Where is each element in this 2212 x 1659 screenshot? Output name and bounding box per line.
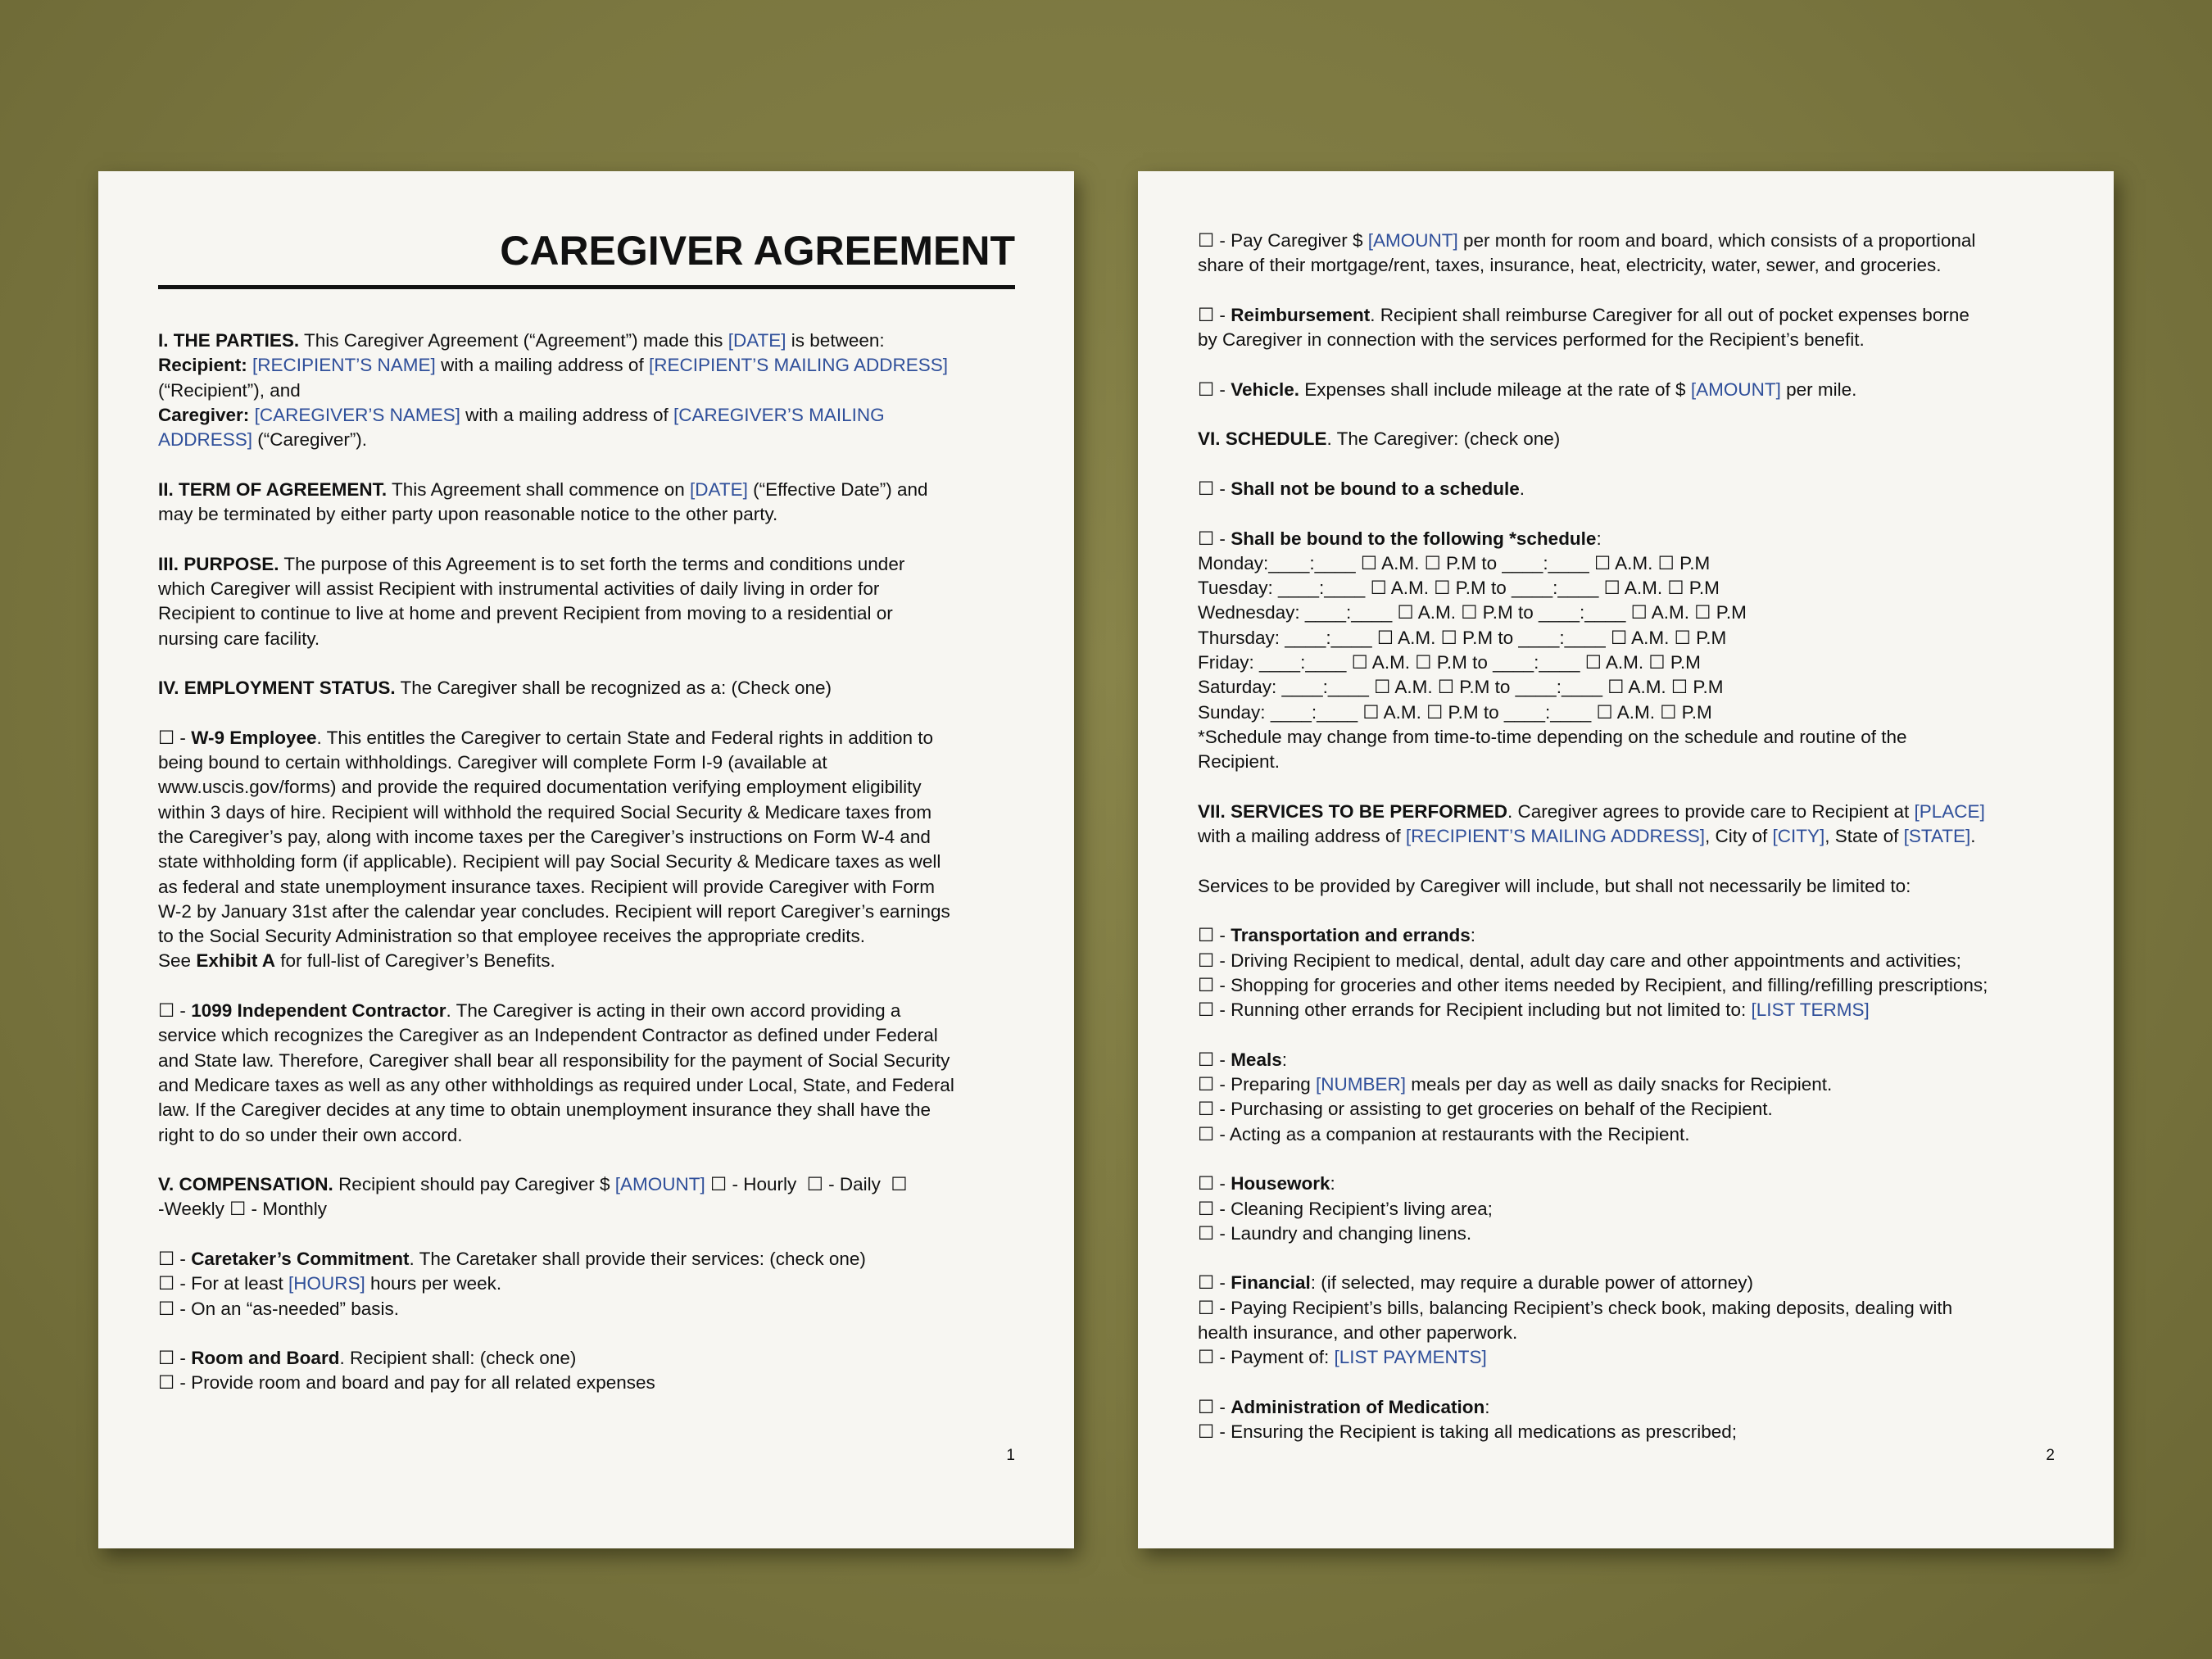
- effective-date-placeholder: [DATE]: [689, 478, 748, 500]
- financial-checkbox[interactable]: ☐ -: [1198, 1272, 1226, 1294]
- commitment-checkbox[interactable]: ☐ -: [158, 1248, 186, 1269]
- contractor-line: and State law. Therefore, Caregiver shall bear all responsibility for the payment of Social Security: [158, 1049, 950, 1071]
- schedule-day-row[interactable]: Thursday: ____:____ ☐ A.M. ☐ P.M to ____:____ ☐ A.M. ☐ P.M: [1198, 627, 1727, 648]
- recipient-label: Recipient:: [158, 355, 247, 376]
- room-board-label: Room and Board: [191, 1348, 340, 1369]
- transportation-item[interactable]: ☐ - Driving Recipient to medical, dental, adult day care and other appointments and activities;: [1198, 950, 1961, 971]
- errands-item[interactable]: ☐ - Running other errands for Recipient including but not limited to:: [1198, 999, 1747, 1021]
- housework-checkbox[interactable]: ☐ -: [1198, 1173, 1226, 1194]
- purpose-line: Recipient to continue to live at home and prevent Recipient from moving to a residential or: [158, 603, 893, 624]
- financial-tail: : (if selected, may require a durable power of attorney): [1310, 1272, 1753, 1294]
- services-intro-text: Services to be provided by Caregiver will include, but shall not necessarily be limited to:: [1198, 875, 1911, 896]
- pay-option-text: per month for room and board, which consists of a proportional: [1463, 230, 1976, 251]
- w9-line: www.uscis.gov/forms) and provide the required documentation verifying employment eligibility: [158, 777, 922, 798]
- reimbursement-checkbox[interactable]: ☐ -: [1198, 304, 1226, 325]
- recipient-tail: (“Recipient”), and: [158, 379, 301, 401]
- reimbursement-label: Reimbursement: [1231, 304, 1371, 325]
- recipient-mailing-text: with a mailing address of: [441, 355, 644, 376]
- page-1-body: [158, 329, 1015, 1396]
- caregiver-tail: (“Caregiver”).: [257, 429, 368, 451]
- no-schedule-checkbox[interactable]: ☐ -: [1198, 478, 1226, 499]
- recipient-address-placeholder: [RECIPIENT’S MAILING ADDRESS]: [1405, 826, 1705, 847]
- w9-see: See: [158, 950, 192, 972]
- bound-schedule-checkbox[interactable]: ☐ -: [1198, 528, 1226, 549]
- services-intro: [1198, 874, 2055, 899]
- w9-line-1: . This entitles the Caregiver to certain State and Federal rights in addition to: [316, 727, 934, 748]
- hours-option-tail: hours per week.: [370, 1273, 502, 1294]
- payment-item[interactable]: ☐ - Payment of:: [1198, 1347, 1330, 1368]
- reimbursement-line-2: by Caregiver in connection with the services performed for the Recipient’s benefit.: [1198, 329, 1865, 351]
- section-compensation: [158, 1172, 1015, 1222]
- pay-option[interactable]: ☐ - Pay Caregiver $: [1198, 230, 1363, 251]
- caregiver-address-placeholder: [CAREGIVER’S MAILING: [673, 404, 885, 425]
- housework-item[interactable]: ☐ - Cleaning Recipient’s living area;: [1198, 1198, 1493, 1219]
- commitment-label: Caretaker’s Commitment: [191, 1248, 410, 1269]
- option-pay-room-board: [1198, 229, 2055, 279]
- schedule-note-cont: Recipient.: [1198, 751, 1281, 773]
- meals-prep-item[interactable]: ☐ - Preparing: [1198, 1074, 1311, 1095]
- section-employment: [158, 676, 1015, 700]
- caregiver-mailing-text: with a mailing address of: [465, 404, 669, 425]
- exhibit-a-ref: Exhibit A: [196, 950, 275, 972]
- purpose-line: nursing care facility.: [158, 628, 320, 649]
- schedule-day-row[interactable]: Tuesday: ____:____ ☐ A.M. ☐ P.M to ____:____ ☐ A.M. ☐ P.M: [1198, 578, 1720, 599]
- option-w9-employee: [158, 726, 1015, 974]
- w9-line: W-2 by January 31st after the calendar year concludes. Recipient will report Caregiver’s earnings: [158, 900, 950, 922]
- financial-item[interactable]: ☐ - Paying Recipient’s bills, balancing Recipient’s check book, making deposits, dealing with: [1198, 1297, 1953, 1318]
- caregiver-names-placeholder: [CAREGIVER’S NAMES]: [254, 404, 460, 425]
- city-placeholder: [CITY]: [1772, 826, 1825, 847]
- section-commitment: [158, 1247, 1015, 1321]
- services-heading: VII. SERVICES TO BE PERFORMED: [1198, 800, 1507, 822]
- as-needed-option[interactable]: ☐ - On an “as-needed” basis.: [158, 1298, 400, 1319]
- service-medication: [1198, 1395, 2055, 1445]
- room-board-text: . Recipient shall: (check one): [339, 1348, 577, 1369]
- recipient-name-placeholder: [RECIPIENT’S NAME]: [252, 355, 436, 376]
- w9-line: to the Social Security Administration so that employee receives the appropriate credits.: [158, 926, 865, 947]
- w9-line: within 3 days of hire. Recipient will withhold the required Social Security & Medicare taxes from: [158, 801, 932, 823]
- transportation-checkbox[interactable]: ☐ -: [1198, 925, 1226, 946]
- financial-label: Financial: [1231, 1272, 1311, 1294]
- contractor-line: right to do so under their own accord.: [158, 1124, 463, 1145]
- term-line-2: may be terminated by either party upon reasonable notice to the other party.: [158, 504, 778, 525]
- section-purpose: [158, 552, 1015, 651]
- compensation-rate-options[interactable]: ☐ - Hourly ☐ - Daily ☐: [710, 1174, 908, 1195]
- employment-text: The Caregiver shall be recognized as a: (Check one): [400, 678, 832, 699]
- housework-tail: :: [1330, 1173, 1335, 1194]
- schedule-day-row[interactable]: Sunday: ____:____ ☐ A.M. ☐ P.M to ____:____ ☐ A.M. ☐ P.M: [1198, 701, 1712, 723]
- no-schedule-label: Shall not be bound to a schedule: [1231, 478, 1520, 499]
- housework-label: Housework: [1231, 1173, 1330, 1194]
- vehicle-checkbox[interactable]: ☐ -: [1198, 378, 1226, 400]
- transportation-label: Transportation and errands: [1231, 925, 1471, 946]
- page-1: [98, 171, 1074, 1548]
- services-period: .: [1970, 826, 1976, 847]
- meals-label: Meals: [1231, 1049, 1282, 1070]
- services-mailing-text: with a mailing address of: [1198, 826, 1401, 847]
- services-text: . Caregiver agrees to provide care to Recipient at: [1507, 800, 1910, 822]
- mileage-amount-placeholder: [AMOUNT]: [1690, 378, 1781, 400]
- caregiver-address-placeholder-cont: ADDRESS]: [158, 429, 253, 451]
- state-placeholder: [STATE]: [1903, 826, 1971, 847]
- contractor-checkbox[interactable]: ☐ -: [158, 1000, 186, 1022]
- contractor-line: and Medicare taxes as well as any other withholdings as required under Local, State, and Federal: [158, 1074, 954, 1095]
- list-payments-placeholder: [LIST PAYMENTS]: [1334, 1347, 1487, 1368]
- parties-heading: I. THE PARTIES.: [158, 330, 300, 351]
- term-text-tail: (“Effective Date”) and: [753, 478, 928, 500]
- amount-placeholder: [AMOUNT]: [614, 1174, 705, 1195]
- document-title: CAREGIVER AGREEMENT: [158, 229, 1015, 289]
- vehicle-label: Vehicle.: [1231, 378, 1299, 400]
- meals-checkbox[interactable]: ☐ -: [1198, 1049, 1226, 1070]
- vehicle-text: Expenses shall include mileage at the rate of $: [1304, 378, 1686, 400]
- page-number: 2: [2046, 1447, 2055, 1464]
- housework-item[interactable]: ☐ - Laundry and changing linens.: [1198, 1222, 1472, 1244]
- w9-line: as federal and state unemployment insurance taxes. Recipient will provide Caregiver with Form: [158, 876, 935, 897]
- meals-item[interactable]: ☐ - Purchasing or assisting to get groceries on behalf of the Recipient.: [1198, 1099, 1773, 1120]
- medication-label: Administration of Medication: [1231, 1396, 1485, 1417]
- schedule-day-row[interactable]: Friday: ____:____ ☐ A.M. ☐ P.M to ____:____ ☐ A.M. ☐ P.M: [1198, 652, 1701, 673]
- meals-item[interactable]: ☐ - Acting as a companion at restaurants with the Recipient.: [1198, 1123, 1690, 1145]
- purpose-line-1: The purpose of this Agreement is to set forth the terms and conditions under: [283, 553, 905, 574]
- w9-checkbox[interactable]: ☐ -: [158, 727, 186, 748]
- caregiver-label: Caregiver:: [158, 404, 250, 425]
- date-placeholder: [DATE]: [728, 330, 786, 351]
- bound-schedule-label: Shall be bound to the following *schedule: [1231, 528, 1597, 549]
- section-room-board: [158, 1346, 1015, 1396]
- vehicle-text-tail: per mile.: [1786, 378, 1857, 400]
- schedule-day-row[interactable]: Monday:____:____ ☐ A.M. ☐ P.M to ____:____ ☐ A.M. ☐ P.M: [1198, 552, 1711, 573]
- contractor-line: law. If the Caregiver decides at any time to obtain unemployment insurance they shall have the: [158, 1099, 931, 1121]
- purpose-heading: III. PURPOSE.: [158, 553, 279, 574]
- w9-line: state withholding form (if applicable). Recipient will pay Social Security & Medicare taxes as well: [158, 851, 941, 873]
- room-board-option-1[interactable]: ☐ - Provide room and board and pay for all related expenses: [158, 1372, 655, 1394]
- purpose-line: which Caregiver will assist Recipient with instrumental activities of daily living in order for: [158, 578, 880, 599]
- term-heading: II. TERM OF AGREEMENT.: [158, 478, 388, 500]
- schedule-heading: VI. SCHEDULE: [1198, 428, 1327, 450]
- compensation-heading: V. COMPENSATION.: [158, 1174, 333, 1195]
- place-placeholder: [PLACE]: [1914, 800, 1985, 822]
- schedule-option-bound: [1198, 527, 2055, 775]
- section-term: [158, 478, 1015, 528]
- medication-item[interactable]: ☐ - Ensuring the Recipient is taking all medications as prescribed;: [1198, 1421, 1737, 1443]
- service-housework: [1198, 1172, 2055, 1246]
- schedule-day-row[interactable]: Saturday: ____:____ ☐ A.M. ☐ P.M to ____:____ ☐ A.M. ☐ P.M: [1198, 677, 1724, 698]
- page-2-body: [1198, 229, 2055, 1445]
- compensation-text: Recipient should pay Caregiver $: [338, 1174, 610, 1195]
- w9-line: the Caregiver’s pay, along with income taxes per the Caregiver’s instructions on Form W-4 and: [158, 826, 931, 847]
- schedule-text: . The Caregiver: (check one): [1326, 428, 1561, 450]
- service-meals: [1198, 1048, 2055, 1147]
- w9-see-tail: for full-list of Caregiver’s Benefits.: [280, 950, 555, 972]
- w9-label: W-9 Employee: [191, 727, 317, 748]
- page-number: 1: [1006, 1447, 1015, 1464]
- city-label: , City of: [1704, 826, 1768, 847]
- list-terms-placeholder: [LIST TERMS]: [1751, 999, 1870, 1021]
- term-text: This Agreement shall commence on: [392, 478, 685, 500]
- section-schedule: [1198, 427, 2055, 451]
- hours-option[interactable]: ☐ - For at least: [158, 1273, 283, 1294]
- parties-intro-tail: is between:: [791, 330, 885, 351]
- parties-intro: This Caregiver Agreement (“Agreement”) made this: [303, 330, 723, 351]
- service-financial: [1198, 1271, 2055, 1370]
- contractor-label: 1099 Independent Contractor: [191, 1000, 446, 1022]
- hours-placeholder: [HOURS]: [288, 1273, 365, 1294]
- page-2: [1138, 171, 2114, 1548]
- state-label: , State of: [1824, 826, 1899, 847]
- meals-tail: :: [1281, 1049, 1287, 1070]
- financial-item-cont: health insurance, and other paperwork.: [1198, 1322, 1518, 1344]
- commitment-text: . The Caretaker shall provide their services: (check one): [409, 1248, 866, 1269]
- recipient-address-placeholder: [RECIPIENT’S MAILING ADDRESS]: [648, 355, 949, 376]
- contractor-line-1: . The Caregiver is acting in their own accord providing a: [446, 1000, 901, 1022]
- pay-option-line-2: share of their mortgage/rent, taxes, insurance, heat, electricity, water, sewer, and groceries.: [1198, 255, 1942, 276]
- meals-prep-tail: meals per day as well as daily snacks for Recipient.: [1411, 1074, 1833, 1095]
- schedule-option-none: [1198, 477, 2055, 501]
- service-transportation: [1198, 923, 2055, 1022]
- medication-checkbox[interactable]: ☐ -: [1198, 1396, 1226, 1417]
- section-parties: [158, 329, 1015, 452]
- section-vehicle: [1198, 378, 2055, 402]
- reimbursement-text: . Recipient shall reimburse Caregiver for all out of pocket expenses borne: [1370, 304, 1969, 325]
- bound-schedule-tail: :: [1596, 528, 1602, 549]
- w9-line: being bound to certain withholdings. Caregiver will complete Form I-9 (available at: [158, 752, 827, 773]
- no-schedule-tail: .: [1519, 478, 1525, 499]
- option-1099-contractor: [158, 999, 1015, 1148]
- transportation-tail: :: [1470, 925, 1476, 946]
- contractor-line: service which recognizes the Caregiver as an Independent Contractor as defined under Federal: [158, 1025, 938, 1046]
- number-placeholder: [NUMBER]: [1316, 1074, 1407, 1095]
- section-reimbursement: [1198, 303, 2055, 353]
- medication-tail: :: [1484, 1396, 1490, 1417]
- transportation-item[interactable]: ☐ - Shopping for groceries and other items needed by Recipient, and filling/refilling prescriptions;: [1198, 974, 1988, 995]
- schedule-day-row[interactable]: Wednesday: ____:____ ☐ A.M. ☐ P.M to ____:____ ☐ A.M. ☐ P.M: [1198, 602, 1747, 623]
- schedule-note: *Schedule may change from time-to-time depending on the schedule and routine of the: [1198, 726, 1907, 747]
- amount-placeholder: [AMOUNT]: [1367, 230, 1458, 251]
- employment-heading: IV. EMPLOYMENT STATUS.: [158, 678, 396, 699]
- section-services: [1198, 800, 2055, 850]
- room-board-checkbox[interactable]: ☐ -: [158, 1348, 186, 1369]
- compensation-rate-options-cont[interactable]: -Weekly ☐ - Monthly: [158, 1199, 328, 1220]
